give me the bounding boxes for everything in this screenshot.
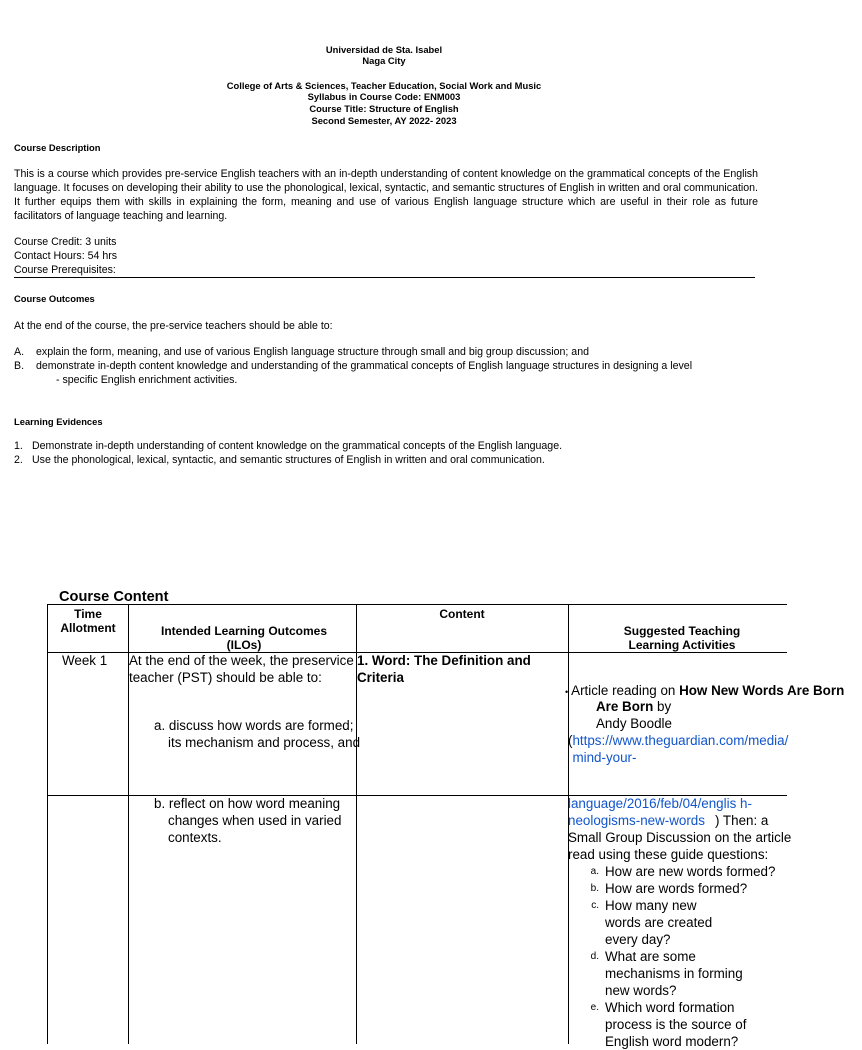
content-topic: 1. Word: The Definition and Criteria bbox=[357, 653, 531, 685]
list-item bbox=[575, 999, 825, 1050]
learning-evidence-item bbox=[14, 453, 545, 467]
course-outcome-item bbox=[14, 359, 692, 373]
article-url-part1[interactable]: https://www.theguardian.com/media/ mind-your- bbox=[572, 733, 789, 765]
outcome-text: demonstrate in-depth content knowledge and understanding of the grammatical concepts of English language structures in designing a level bbox=[36, 360, 693, 372]
article-author: Andy Boodle bbox=[596, 716, 672, 731]
open-paren: ( bbox=[568, 733, 573, 748]
evidence-label: 1. bbox=[14, 440, 23, 452]
outcome-text: explain the form, meaning, and use of various English language structure through small and big group discussion; and bbox=[36, 346, 589, 358]
evidence-text: Use the phonological, lexical, syntactic, and semantic structures of English in written and oral communication. bbox=[32, 454, 545, 466]
question-text: How are new words formed? bbox=[605, 864, 776, 879]
section-divider bbox=[14, 277, 755, 278]
course-description-body: This is a course which provides pre-service English teachers with an in-depth understanding of content knowledge on the grammatical concepts of the English language. It focuses on developing their ability to use the phonological, lexical, syntactic, and semantic structures of English in written and oral communication. It further equips them with skills in explaining the form, meaning and use of various English language structure which are useful in their role as future facilitators of language teaching and learning. bbox=[14, 168, 758, 222]
contact-hours: Contact Hours: 54 hrs bbox=[14, 250, 118, 262]
list-item bbox=[575, 948, 825, 999]
course-outcomes-heading: Course Outcomes bbox=[14, 293, 95, 304]
article-title: How New Words Are Born bbox=[679, 683, 845, 698]
semester: Second Semester, AY 2022- 2023 bbox=[311, 115, 457, 126]
list-item bbox=[575, 880, 825, 897]
article-link-2[interactable]: language/2016/feb/04/englis h-neologisms-new-words bbox=[568, 796, 752, 828]
course-description-heading: Course Description bbox=[14, 142, 101, 153]
header-activities: Suggested Teaching Learning Activities bbox=[623, 624, 741, 652]
question-label: c. bbox=[591, 900, 599, 911]
article-link-1[interactable] bbox=[568, 732, 802, 766]
outcome-label: B. bbox=[14, 360, 25, 372]
guide-questions bbox=[575, 863, 825, 1050]
course-content-table bbox=[47, 604, 845, 1049]
course-prerequisites: Course Prerequisites: bbox=[14, 264, 116, 276]
article-title-wrap: Are Born bbox=[596, 699, 654, 714]
ilo-item-b: b. reflect on how word meaning changes when used in varied contexts. bbox=[154, 796, 342, 845]
question-label: a. bbox=[590, 866, 599, 877]
question-label: d. bbox=[590, 951, 599, 962]
university-name: Universidad de Sta. Isabel bbox=[325, 44, 443, 55]
evidence-label: 2. bbox=[14, 454, 23, 466]
question-text: Which word formation process is the source of English word modern? bbox=[605, 1000, 747, 1049]
learning-evidences-heading: Learning Evidences bbox=[14, 416, 103, 427]
learning-evidence-item bbox=[14, 439, 562, 453]
course-title: Course Title: Structure of English bbox=[309, 103, 459, 114]
evidence-text: Demonstrate in-depth understanding of content knowledge on the grammatical concepts of the English language. bbox=[32, 440, 563, 452]
table-border bbox=[47, 604, 787, 605]
question-label: e. bbox=[590, 1002, 599, 1013]
course-outcomes-intro: At the end of the course, the pre-service teachers should be able to: bbox=[14, 320, 333, 332]
header-time-allotment: Time Allotment bbox=[60, 607, 116, 635]
question-text: What are some mechanisms in forming new words? bbox=[605, 949, 743, 998]
header-ilos: Intended Learning Outcomes (ILOs) bbox=[160, 624, 328, 652]
course-code: Syllabus in Course Code: ENM003 bbox=[307, 91, 461, 102]
course-outcome-continuation: - specific English enrichment activities. bbox=[56, 374, 238, 386]
activity-byline bbox=[596, 698, 671, 715]
list-item bbox=[575, 897, 825, 948]
college-name: College of Arts & Sciences, Teacher Education, Social Work and Music bbox=[226, 80, 542, 91]
course-outcome-item bbox=[14, 345, 589, 359]
course-credit: Course Credit: 3 units bbox=[14, 236, 117, 248]
activity-sgd: Small Group Discussion on the article read using these guide questions: bbox=[568, 830, 792, 862]
course-content-title: Course Content bbox=[59, 589, 169, 605]
ilo-intro: At the end of the week, the preservice teacher (PST) should be able to: bbox=[129, 653, 354, 685]
activity-by-text: by bbox=[657, 699, 672, 714]
header-content: Content bbox=[439, 607, 485, 621]
list-item bbox=[575, 863, 825, 880]
table-border bbox=[47, 604, 48, 1044]
question-label: b. bbox=[590, 883, 599, 894]
outcome-label: A. bbox=[14, 346, 25, 358]
activity-then: ) Then: a bbox=[715, 813, 769, 828]
activity-prefix: Article reading on bbox=[571, 683, 680, 698]
question-text: How are words formed? bbox=[605, 881, 748, 896]
week-label: Week 1 bbox=[62, 653, 108, 668]
question-text: How many new words are created every day? bbox=[605, 898, 713, 947]
bullet-icon: • bbox=[565, 687, 569, 697]
ilo-item-a: a. discuss how words are formed; its mechanism and process, and bbox=[154, 718, 361, 750]
city-name: Naga City bbox=[362, 55, 406, 66]
